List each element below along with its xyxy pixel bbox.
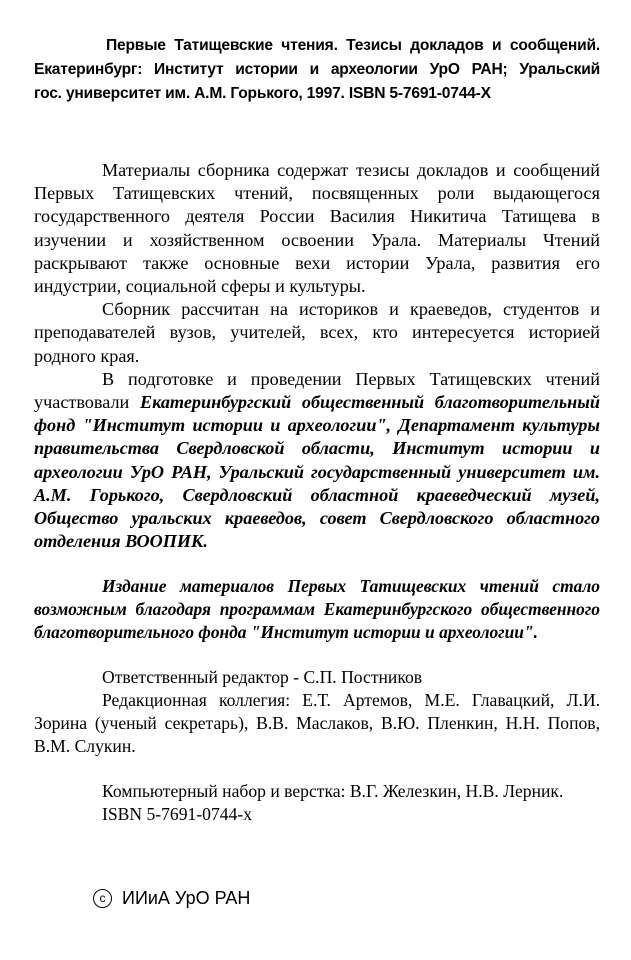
imprint-page (34, 34, 600, 826)
abstract-paragraph-2: Сборник рассчитан на историков и краеведов, студентов и преподавателей вузов, учителей, всех, кто интересуется историей родного края. (34, 299, 600, 366)
abstract-section (34, 159, 600, 553)
typesetting-credit: Компьютерный набор и верстка: В.Г. Железкин, Н.В. Лерник. (102, 781, 564, 802)
credits-section (34, 666, 600, 826)
participants-organizations: Екатеринбургский общественный благотворительный фонд "Институт истории и археологии", Департамент культуры правительства Свердловской области, Институт истории и археологии УрО РАН, Уральский государственный университет им. А.М. Горького, Свердловский областной краеведческий музей, Общество уральских краеведов, совет Свердловского областного отделения ВООПИК. (34, 392, 600, 552)
participants-paragraph (34, 368, 600, 554)
responsible-editor: Ответственный редактор - С.П. Постников (102, 667, 423, 688)
participants-lead: В подготовке и проведении Первых Татищевских чтений участвовали (34, 368, 600, 413)
header-line-3: гос. университет им. А.М. Горького, 1997. ISBN 5-7691-0744-Х (34, 85, 491, 102)
bibliographic-header (34, 34, 600, 106)
copyright-notice (93, 886, 250, 910)
header-line-1: Первые Татищевские чтения. Тезисы докладов и сообщений. (106, 37, 600, 54)
copyright-holder: ИИиА УрО РАН (122, 888, 251, 908)
abstract-paragraph-1: Материалы сборника содержат тезисы докладов и сообщений Первых Татищевских чтений, посвященных роли выдающегося государственного деятеля России Василия Никитича Татищева в изучении и хозяйственном освоении Урала. Материалы Чтений раскрывают также основные вехи истории Урала, развития его индустрии, социальной сферы и культуры. (34, 160, 600, 297)
isbn-line: ISBN 5-7691-0744-х (102, 804, 253, 825)
copyright-icon: c (93, 889, 112, 908)
editorial-board: Редакционная коллегия: Е.Т. Артемов, М.Е. Главацкий, Л.И. Зорина (ученый секретарь), В.В. Маслаков, В.Ю. Пленкин, Н.Н. Попов, В.М. Слукин. (34, 690, 600, 757)
funding-note: Издание материалов Первых Татищевских чтений стало возможным благодаря программам Екатеринбургского общественного благотворительного фонда "Институт истории и археологии". (34, 576, 600, 643)
header-line-2: Екатеринбург: Институт истории и археологии УрО РАН; Уральский (34, 61, 600, 78)
